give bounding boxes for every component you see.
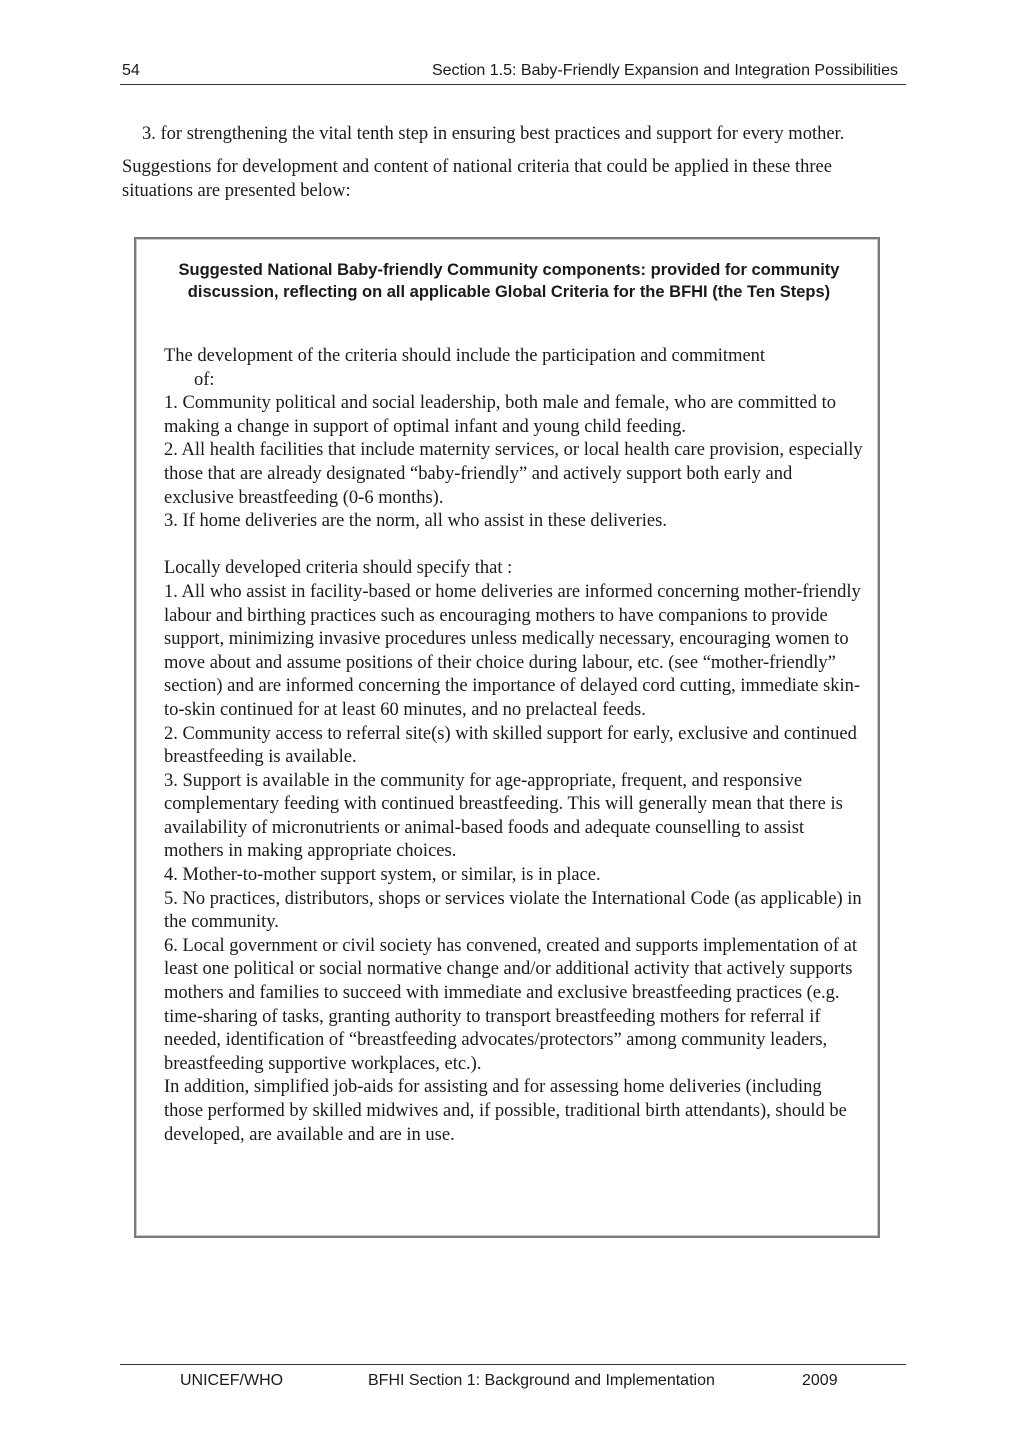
criteria-item: 4. Mother-to-mother support system, or similar, is in place. (164, 865, 601, 886)
criteria-intro: Locally developed criteria should specify that : (164, 558, 513, 579)
page-header (120, 60, 906, 85)
page-footer (120, 1364, 906, 1389)
spacer (164, 534, 864, 558)
footer-organization: UNICEF/WHO (180, 1372, 284, 1389)
criteria-item: 1. All who assist in facility-based or home deliveries are informed concerning mother-friendly labour and birthing practices such as encouraging mothers to have companions to provide support, minimizing invasive procedures unless medically necessary, encouraging women to move about and assume positions of their choice during labour, etc. (see “mother-friendly” section) and are informed concerning the importance of delayed cord cutting, immediate skin-to-skin continued for at least 60 minutes, and no prelacteal feeds. (164, 581, 861, 720)
criteria-item: 2. Community access to referral site(s) with skilled support for early, exclusive and continued breastfeeding is available. (164, 723, 857, 768)
box-title: Suggested National Baby-friendly Community components: provided for community discussion, reflecting on all applicable Global Criteria for the BFHI (the Ten Steps) (178, 261, 840, 301)
criteria-item: 5. No practices, distributors, shops or services violate the International Code (as applicable) in the community. (164, 888, 862, 933)
participation-intro: The development of the criteria should include the participation and commitment (164, 346, 766, 366)
criteria-item: 6. Local government or civil society has convened, created and supports implementation of at least one political or social normative change and/or additional activity that actively supports mothers and families to succeed with immediate and exclusive breastfeeding practices (e.g. time-sharing of tasks, granting authority to transport breastfeeding mothers for referral if needed, identification of “breastfeeding advocates/protectors” among community leaders, breastfeeding supportive workplaces, etc.). (164, 935, 858, 1074)
section-title: Section 1.5: Baby-Friendly Expansion and Integration Possibilities (431, 62, 898, 79)
intro-list-item: 3. for strengthening the vital tenth step in ensuring best practices and support for every mother. (142, 124, 845, 144)
footer-document-title: BFHI Section 1: Background and Implementation (368, 1372, 715, 1389)
criteria-item: 3. Support is available in the community for age-appropriate, frequent, and responsive complementary feeding with continued breastfeeding. This will generally mean that there is availability of micronutrients or animal-based foods and adequate counselling to assist mothers in making appropriate choices. (164, 770, 843, 862)
intro-paragraph: Suggestions for development and content of national criteria that could be applied in these three situations are presented below: (122, 157, 832, 201)
page-number: 54 (122, 62, 140, 79)
components-box (134, 237, 880, 1238)
participation-intro-continued: of: (194, 369, 215, 390)
participation-item: 3. If home deliveries are the norm, all who assist in these deliveries. (164, 511, 667, 532)
participation-item: 1. Community political and social leadership, both male and female, who are committed to making a change in support of optimal infant and young child feeding. (164, 393, 836, 437)
closing-paragraph: In addition, simplified job-aids for assisting and for assessing home deliveries (including those performed by skilled midwives and, if possible, traditional birth attendants), should be developed, are available and are in use. (164, 1077, 847, 1145)
participation-item: 2. All health facilities that include maternity services, or local health care provision, especially those that are already designated “baby-friendly” and actively support both early and exclusive breastfeeding (0-6 months). (164, 440, 863, 508)
intro-text (122, 122, 882, 203)
footer-year: 2009 (802, 1372, 838, 1389)
box-body (164, 345, 864, 1147)
